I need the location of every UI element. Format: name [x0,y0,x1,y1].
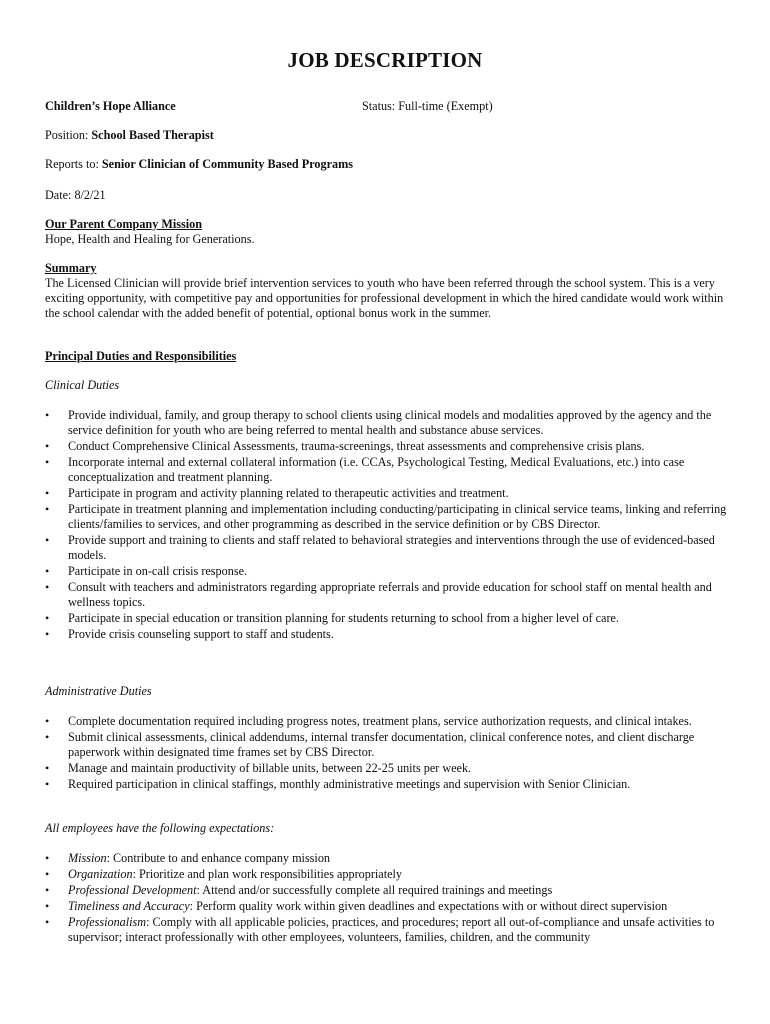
list-item [45,867,730,882]
expectation-text: : Attend and/or successfully complete all required trainings and meetings [196,883,553,897]
employment-status: Status: Full-time (Exempt) [362,99,493,113]
expectation-term: Organization [68,867,133,881]
list-item: • Participate in special education or transition planning for students returning to school from a higher level of care. [45,611,730,626]
expectation-text: : Comply with all applicable policies, practices, and procedures; report all out-of-compliance and unsafe activities to supervisor; interact professionally with other employees, volunteers, families, children, and the community [68,915,715,944]
expectation-term: Professional Development [68,883,197,897]
date-line: Date: 8/2/21 [45,188,106,202]
duties-heading: Principal Duties and Responsibilities [45,349,237,363]
list-item [45,883,730,898]
clinical-duties-heading: Clinical Duties [45,378,120,392]
expectation-term: Mission [68,851,107,865]
position-line [45,128,214,143]
expectation-text: : Contribute to and enhance company mission [106,851,331,865]
list-item [45,899,730,914]
list-item: • Conduct Comprehensive Clinical Assessments, trauma-screenings, threat assessments and comprehensive crisis plans. [45,439,730,454]
list-item: • Participate in program and activity planning related to therapeutic activities and treatment. [45,486,730,501]
list-item: • Provide crisis counseling support to staff and students. [45,627,730,642]
expectations-list [45,851,730,946]
document-title: JOB DESCRIPTION [287,48,483,72]
list-item: • Participate in treatment planning and implementation including conducting/participating in clinical service teams, linking and referring clients/families to services, and other programming as described in the service definition or by CBS Director. [45,502,730,532]
list-item: • Submit clinical assessments, clinical addendums, internal transfer documentation, clinical conference notes, and client discharge paperwork within designated time frames set by CBS Director. [45,730,730,760]
summary-text: The Licensed Clinician will provide brief intervention services to youth who have been referred through the school system. This is a very exciting opportunity, with competitive pay and opportunities for professional development in which the hired candidate would work within the school calendar with the added benefit of potential, optional bonus work in the summer. [45,276,724,320]
expectation-text: : Perform quality work within given deadlines and expectations with or without direct supervision [189,899,668,913]
list-item: • Provide support and training to clients and staff related to behavioral strategies and interventions through the use of evidenced-based models. [45,533,730,563]
list-item: • Incorporate internal and external collateral information (i.e. CCAs, Psychological Testing, Medical Evaluations, etc.) into case conceptualization and treatment planning. [45,455,730,485]
list-item: • Provide individual, family, and group therapy to school clients using clinical models and modalities approved by the agency and the service definition for youth who are being referred to mental health and substance abuse services. [45,408,730,438]
expectations-heading: All employees have the following expectations: [45,821,275,835]
list-item [45,915,730,945]
list-item: • Participate in on-call crisis response. [45,564,730,579]
reports-to-label: Reports to: [45,157,99,171]
clinical-duties-list [45,408,730,643]
summary-heading: Summary [45,261,97,275]
list-item: • Consult with teachers and administrators regarding appropriate referrals and provide education for school staff on mental health and wellness topics. [45,580,730,610]
expectation-text: : Prioritize and plan work responsibilities appropriately [132,867,402,881]
list-item: • Required participation in clinical staffings, monthly administrative meetings and supervision with Senior Clinician. [45,777,730,792]
list-item [45,851,730,866]
administrative-duties-heading: Administrative Duties [45,684,152,698]
administrative-duties-list [45,714,730,793]
mission-text: Hope, Health and Healing for Generations. [45,232,255,246]
position-label: Position: [45,128,89,142]
expectation-term: Timeliness and Accuracy [68,899,190,913]
mission-heading: Our Parent Company Mission [45,217,202,231]
position-value: School Based Therapist [91,128,214,142]
company-name: Children’s Hope Alliance [45,99,176,113]
list-item: • Complete documentation required including progress notes, treatment plans, service authorization requests, and clinical intakes. [45,714,730,729]
list-item: • Manage and maintain productivity of billable units, between 22-25 units per week. [45,761,730,776]
reports-to-value: Senior Clinician of Community Based Programs [101,157,353,171]
reports-to-line [45,157,353,172]
expectation-term: Professionalism [68,915,147,929]
